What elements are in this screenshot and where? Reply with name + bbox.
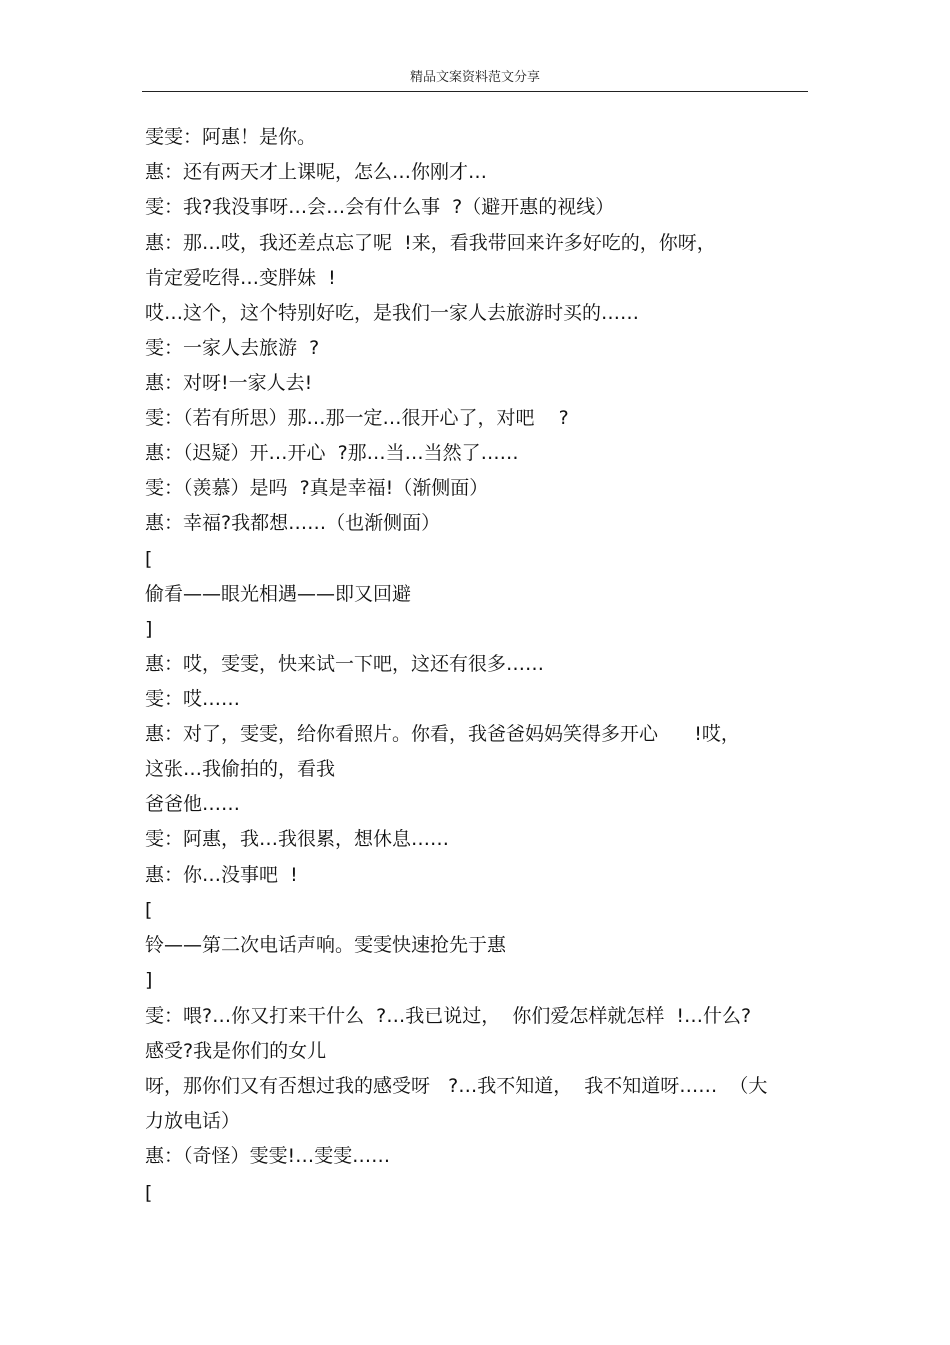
stage-direction-close: ] (145, 969, 153, 991)
header-rule (142, 91, 808, 92)
script-line: 惠：（迟疑）开…开心 ?那…当…当然了…… (145, 442, 519, 464)
script-line: 雯：喂?…你又打来干什么 ?…我已说过， 你们爱怎样就怎样 !…什么? (145, 1005, 752, 1027)
script-line: 呀，那你们又有否想过我的感受呀 ?…我不知道， 我不知道呀…… （大 (145, 1075, 768, 1097)
script-line: 雯：哎…… (145, 688, 241, 710)
script-line: 雯：一家人去旅游 ? (145, 337, 320, 359)
script-line: 惠：哎，雯雯，快来试一下吧，这还有很多…… (145, 653, 545, 675)
script-line: 惠：你…没事吧 ! (145, 864, 298, 886)
stage-direction-close: ] (145, 618, 153, 640)
stage-direction: 铃——第二次电话声响。雯雯快速抢先于惠 (145, 934, 507, 956)
script-line: 惠：那…哎，我还差点忘了呢 !来，看我带回来许多好吃的，你呀， (145, 232, 716, 254)
stage-direction: 偷看——眼光相遇——即又回避 (145, 583, 412, 605)
script-line: 雯：（若有所思）那…那一定…很开心了，对吧 ? (145, 407, 569, 429)
script-line: 惠：幸福?我都想……（也渐侧面） (145, 512, 441, 534)
script-line: 这张…我偷拍的，看我 (145, 758, 336, 780)
script-line: 雯：（羡慕）是吗 ?真是幸福!（渐侧面） (145, 477, 489, 499)
script-line: 雯雯：阿惠！是你。 (145, 126, 317, 148)
script-line: 哎…这个，这个特别好吃，是我们一家人去旅游时买的…… (145, 302, 640, 324)
page-header: 精品文案资料范文分享 (409, 70, 540, 85)
script-line: 爸爸他…… (145, 793, 241, 815)
script-line: 雯：阿惠，我…我很累，想休息…… (145, 828, 450, 850)
stage-direction-open: [ (145, 899, 153, 921)
stage-direction-open: [ (145, 548, 153, 570)
script-line: 惠：（奇怪）雯雯!…雯雯…… (145, 1145, 391, 1167)
script-line: 力放电话） (145, 1110, 241, 1132)
stage-direction-open: [ (145, 1182, 153, 1204)
script-line: 惠：对了，雯雯，给你看照片。你看，我爸爸妈妈笑得多开心 !哎， (145, 723, 740, 745)
script-line: 肯定爱吃得…变胖妹 ! (145, 267, 336, 289)
script-line: 惠：还有两天才上课呢，怎么…你刚才… (145, 161, 488, 183)
script-line: 惠：对呀!一家人去! (145, 372, 313, 394)
script-line: 感受?我是你们的女儿 (145, 1040, 327, 1062)
script-line: 雯：我?我没事呀…会…会有什么事 ?（避开惠的视线） (145, 196, 615, 218)
